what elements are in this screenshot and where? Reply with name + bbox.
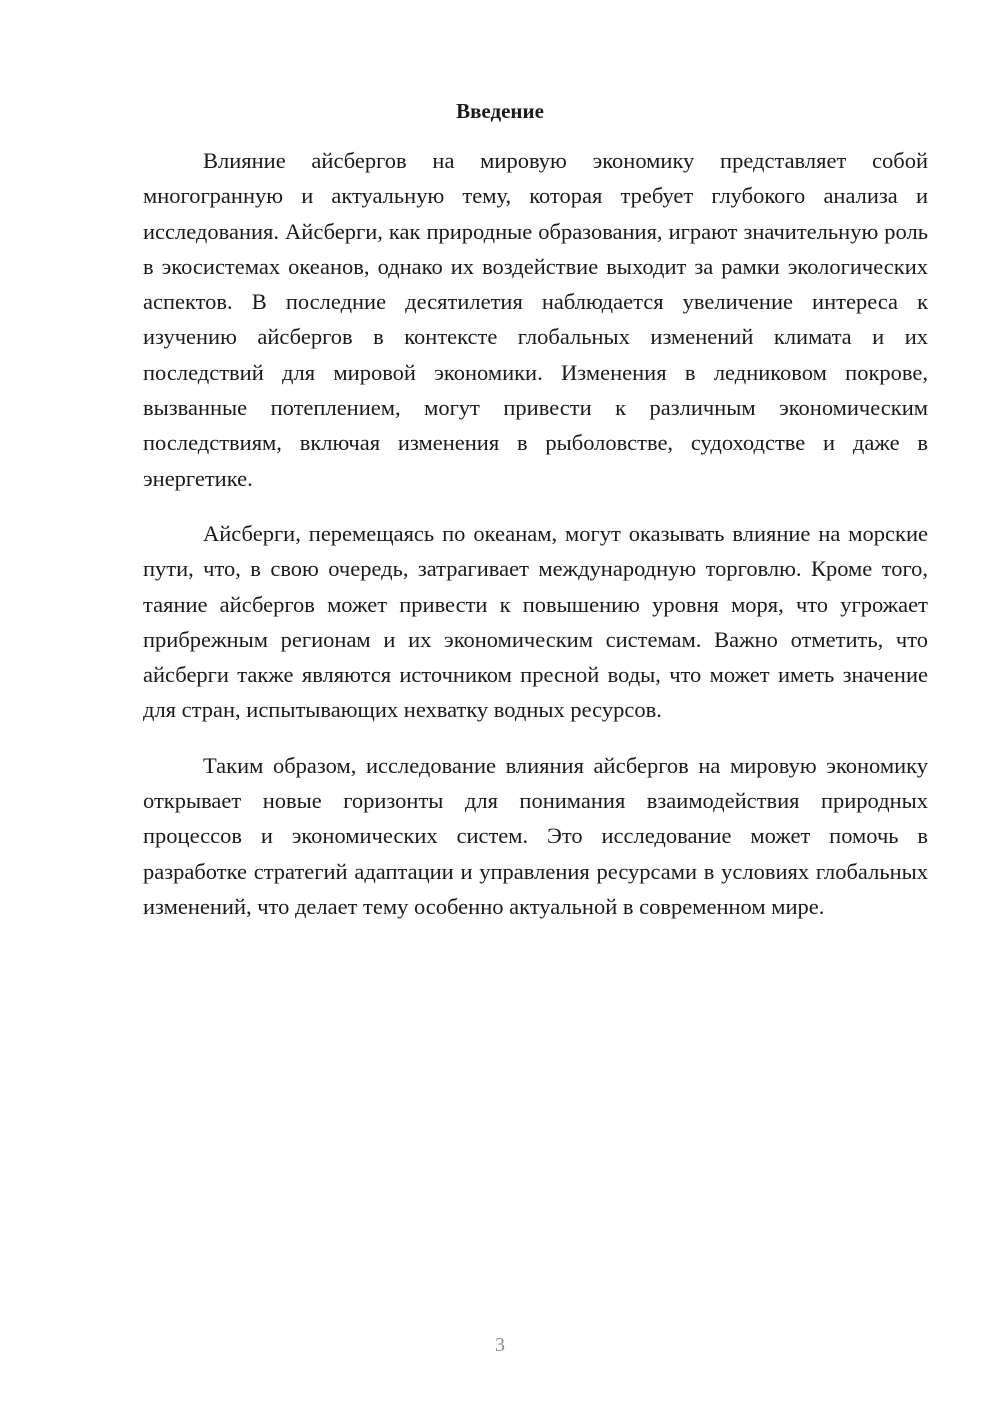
section-heading: Введение: [456, 99, 544, 123]
paragraph-2: Айсберги, перемещаясь по океанам, могут оказывать влияние на морские пути, что, в свою очередь, затрагивает международную торговлю. Кроме того, таяние айсбергов может привести к повышению уровня моря, что угрожает прибрежным регионам и их экономическим системам. Важно отметить, что айсберги также являются источником пресной воды, что может иметь значение для стран, испытывающих нехватку водных ресурсов.: [143, 520, 928, 723]
page-number: 3: [495, 1334, 505, 1356]
body-text: [143, 143, 928, 944]
paragraph-3: Таким образом, исследование влияния айсбергов на мировую экономику открывает новые горизонты для понимания взаимодействия природных процессов и экономических систем. Это исследование может помочь в разработке стратегий адаптации и управления ресурсами в условиях глобальных изменений, что делает тему особенно актуальной в современном мире.: [143, 752, 928, 919]
paragraph-1: Влияние айсбергов на мировую экономику представляет собой многогранную и актуальную тему, которая требует глубокого анализа и исследования. Айсберги, как природные образования, играют значительную роль в экосистемах океанов, однако их воздействие выходит за рамки экологических аспектов. В последние десятилетия наблюдается увеличение интереса к изучению айсбергов в контексте глобальных изменений климата и их последствий для мировой экономики. Изменения в ледниковом покрове, вызванные потеплением, могут привести к различным экономическим последствиям, включая изменения в рыболовстве, судоходстве и даже в энергетике.: [143, 148, 928, 491]
